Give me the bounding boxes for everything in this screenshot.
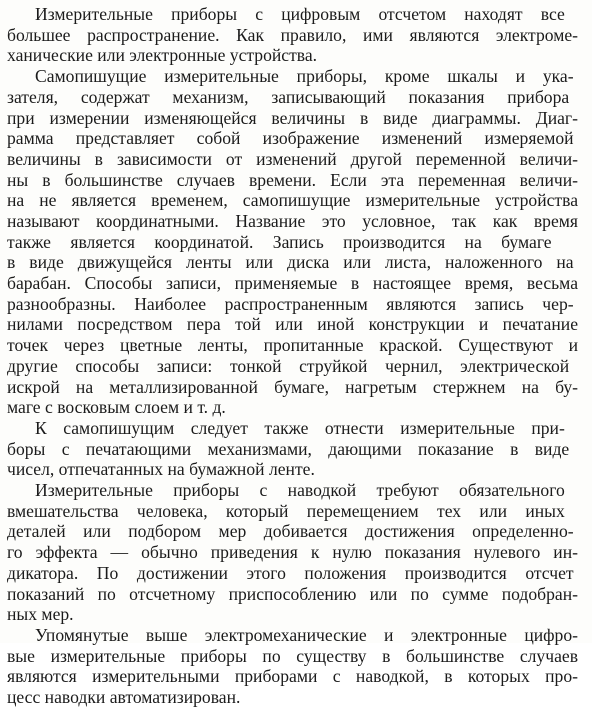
paragraph-2-line-14: точек через цветные ленты, пропитанные краской. Существуют и — [7, 335, 578, 355]
paragraph-2-line-13: нилами посредством пера той или иной конструкции и печатание — [7, 314, 578, 334]
paragraph-2-line-5: величины в зависимости от изменений другой переменной величи- — [7, 149, 578, 169]
paragraph-5-line-2: вые измерительные приборы по существу в большинстве случаев — [7, 646, 578, 666]
paragraph-2-line-9: также является координатой. Запись производится на бумаге — [7, 232, 552, 252]
paragraph-2-line-4: рамма представляет собой изображение изменений измеряемой — [7, 128, 574, 148]
paragraph-2-line-6: ны в большинстве случаев времени. Если эта переменная величи- — [7, 170, 578, 190]
paragraph-5-line-1: Упомянутые выше электромеханические и электронные цифро- — [35, 625, 578, 645]
paragraph-2-line-7: на не является временем, самопишущие измерительные устройства — [7, 190, 578, 210]
paragraph-5-line-4: цесс наводки автоматизирован. — [7, 687, 241, 707]
paragraph-2-line-2: зателя, содержат механизм, записывающий показания прибора — [7, 87, 570, 107]
paragraph-3-line-3: чисел, отпечатанных на бумажной ленте. — [7, 459, 315, 479]
paragraph-4-line-5: дикатора. По достижении этого положения производится отсчет — [7, 563, 574, 583]
paragraph-1-line-3: ханические или электронные устройства. — [7, 45, 318, 65]
paragraph-2-line-10: в виде движущейся ленты или диска или листа, наложенного на — [7, 252, 574, 272]
paragraph-2-line-17: маге с восковым слоем и т. д. — [7, 397, 226, 417]
paragraph-3-line-2: боры с печатающими механизмами, дающими показание в виде — [7, 439, 570, 459]
paragraph-2-line-11: барабан. Способы записи, применяемые в настоящее время, весьма — [7, 273, 578, 293]
paragraph-4-line-1: Измерительные приборы с наводкой требуют обязательного — [35, 480, 565, 500]
paragraph-1-line-2: большее распространение. Как правило, ими являются электроме- — [7, 25, 578, 45]
paragraph-1-line-1: Измерительные приборы с цифровым отсчетом находят все — [35, 4, 565, 24]
paragraph-4-line-4: го эффекта — обычно приведения к нулю показания нулевого ин- — [7, 542, 578, 562]
paragraph-2-line-8: называют координатными. Название это условное, так как время — [7, 211, 578, 231]
paragraph-4-line-6: показаний по отсчетному приспособлению или по сумме подобран- — [7, 584, 578, 604]
paragraph-2-line-12: разнообразны. Наиболее распространенным являются запись чер- — [7, 294, 574, 314]
paragraph-4-line-3: деталей или подбором мер добивается достижения определенно- — [7, 521, 574, 541]
paragraph-5-line-3: являются измерительными приборами с наводкой, в которых про- — [7, 666, 578, 686]
paragraph-2-line-1: Самопишущие измерительные приборы, кроме шкалы и ука- — [35, 66, 574, 86]
paragraph-2-line-16: искрой на металлизированной бумаге, нагретым стержнем на бу- — [7, 377, 578, 397]
paragraph-4-line-2: вмешательства человека, который перемещением тех или иных — [7, 501, 565, 521]
paragraph-2-line-3: при измерении изменяющейся величины в виде диаграммы. Диаг- — [7, 108, 578, 128]
paragraph-3-line-1: К самопишущим следует также отнести измерительные при- — [35, 418, 565, 438]
paragraph-2-line-15: другие способы записи: тонкой струйкой чернил, электрической — [7, 356, 570, 376]
paragraph-4-line-7: ных мер. — [7, 604, 74, 624]
